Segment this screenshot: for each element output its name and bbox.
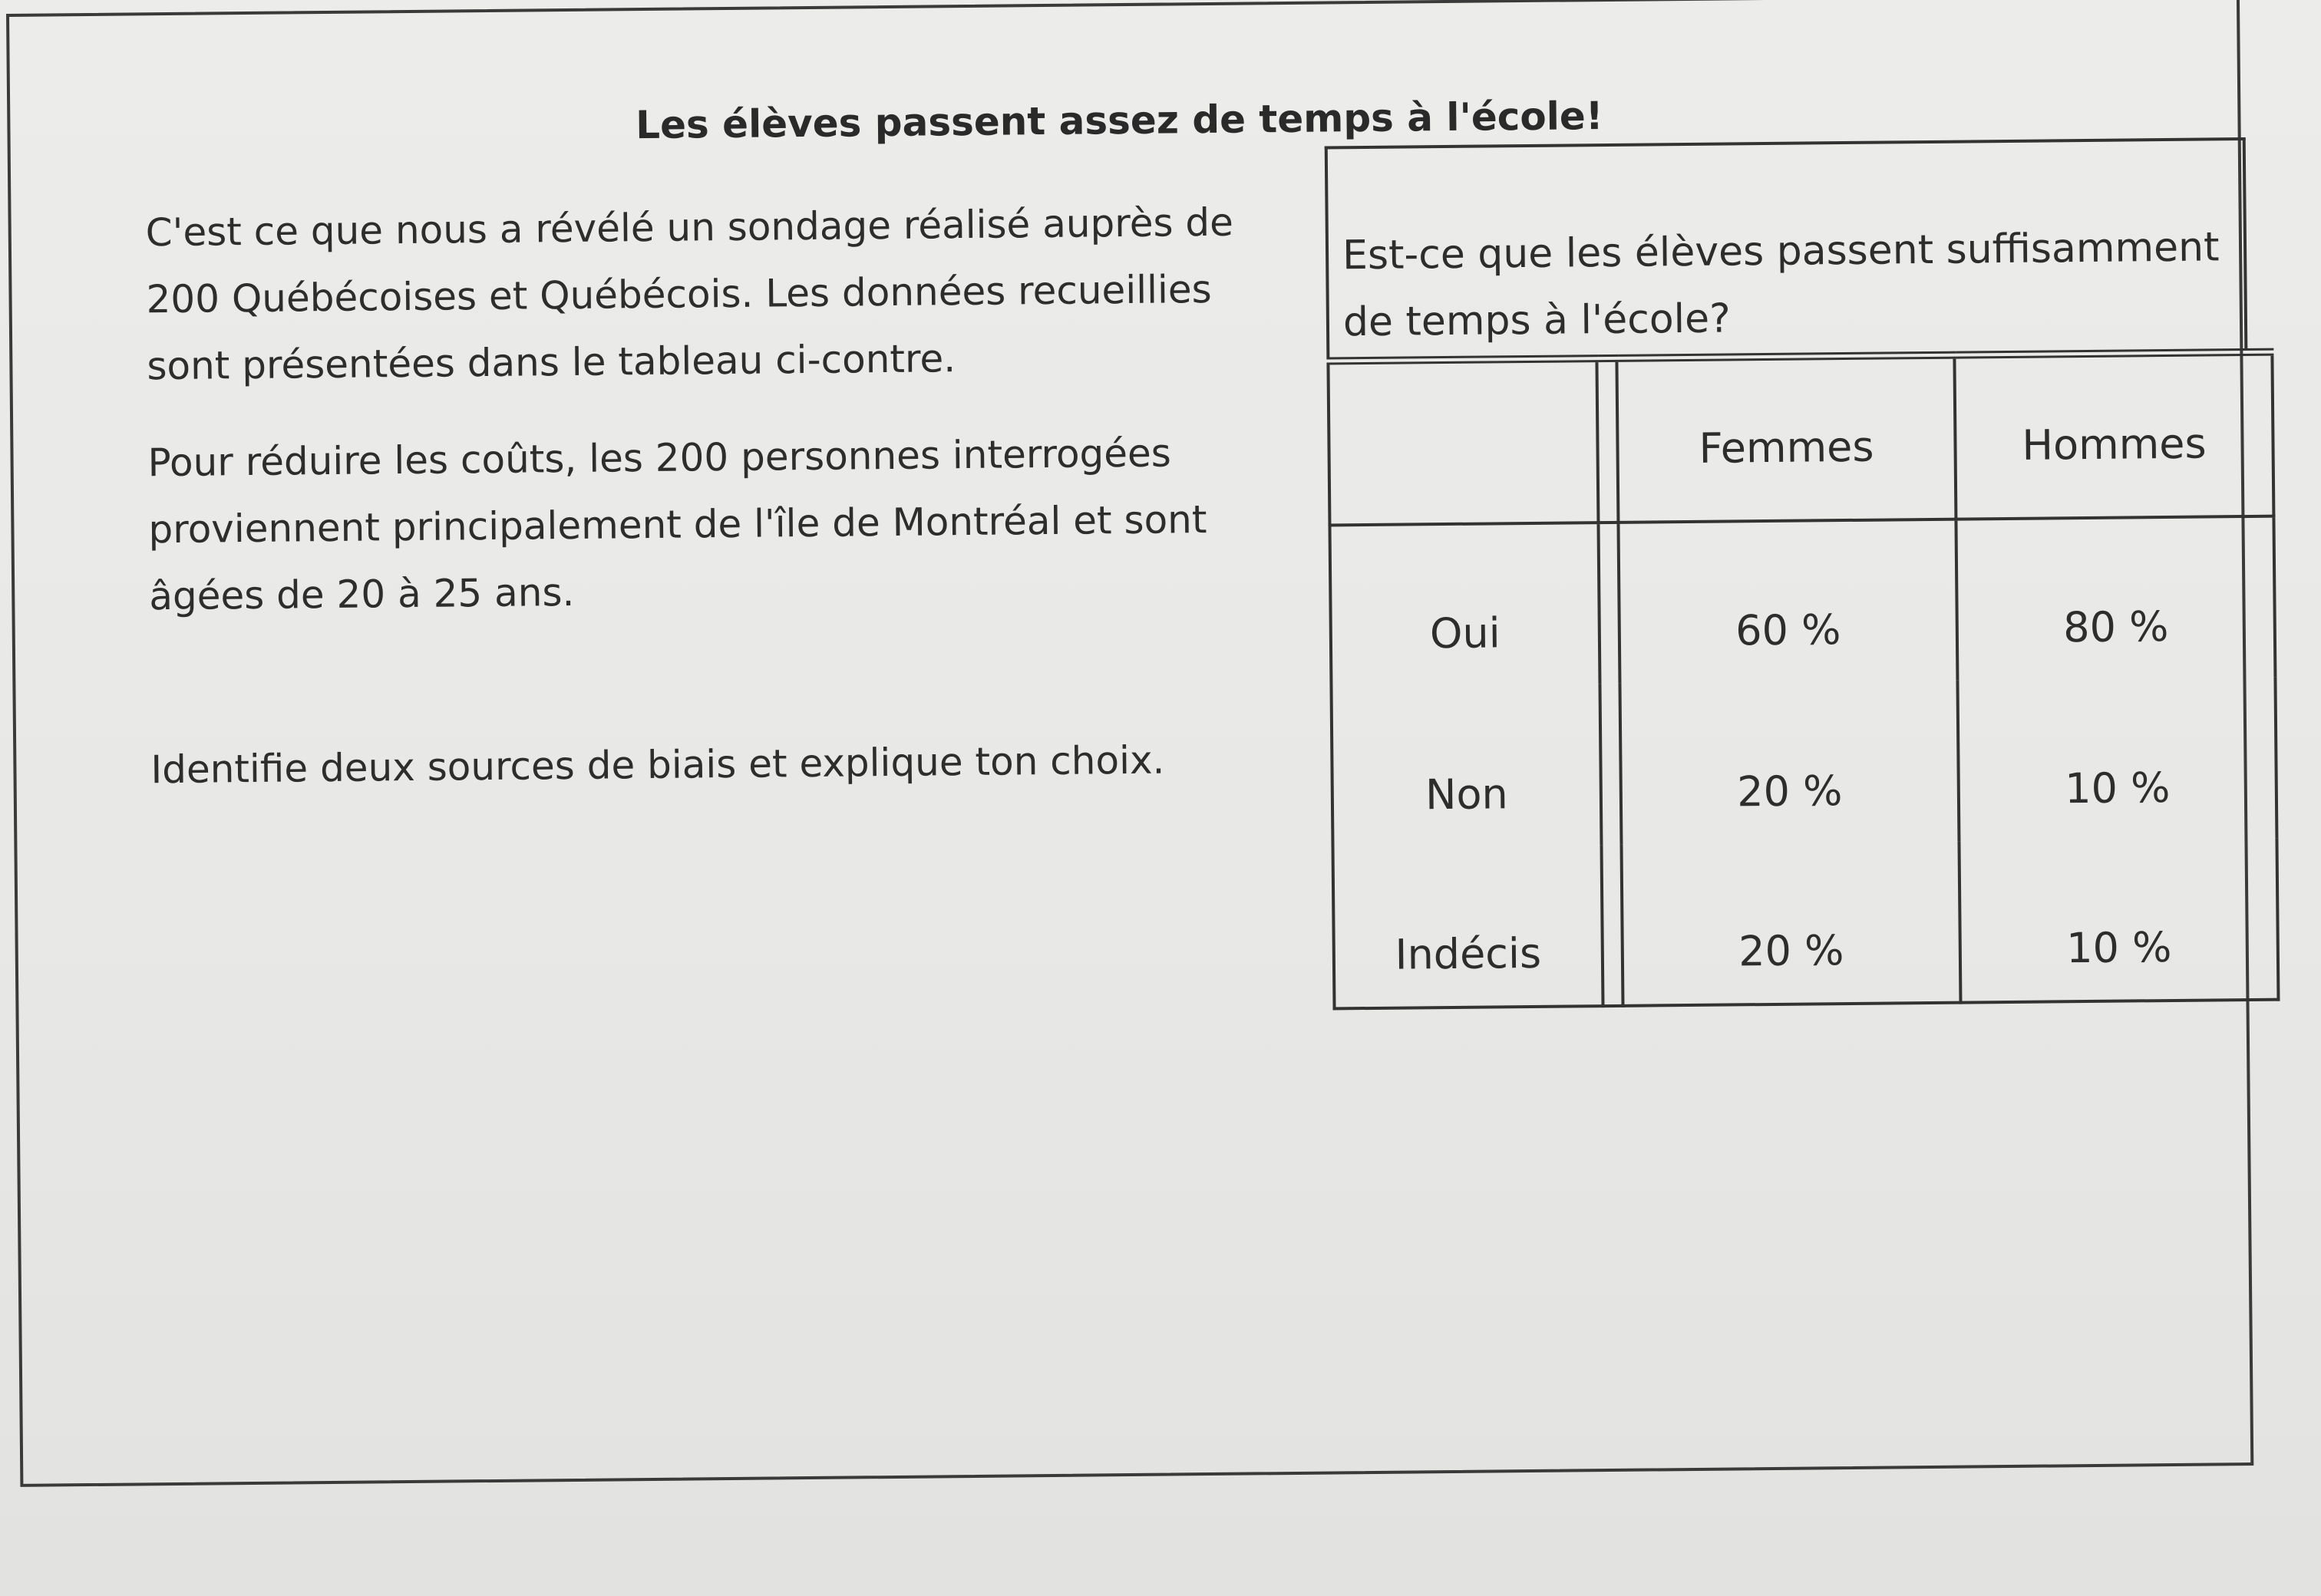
header-empty-cell (1328, 358, 1598, 525)
table-header-row (1328, 352, 2273, 526)
cell-hommes: 80 % (1956, 516, 2275, 681)
table-row (1329, 516, 2275, 687)
table-row (1333, 839, 2279, 1009)
cell-hommes: 10 % (1957, 678, 2276, 842)
cell-femmes: 20 % (1619, 681, 1959, 845)
header-femmes: Femmes (1616, 355, 1956, 523)
cell-femmes: 60 % (1618, 519, 1957, 684)
column-separator (1598, 523, 1619, 684)
row-label: Non (1331, 684, 1601, 847)
row-label: Indécis (1333, 845, 1603, 1008)
cell-hommes: 10 % (1959, 839, 2278, 1003)
document-frame (6, 0, 2253, 1487)
sampling-description: Pour réduire les coûts, les 200 personnes interrogées proviennent principalement de l'île de Montréal et sont âgées de 20 à 25 ans. (147, 430, 1207, 619)
page-title: Les élèves passent assez de temps à l'école! (635, 94, 1603, 148)
row-label: Oui (1329, 523, 1600, 686)
column-separator (1601, 845, 1623, 1006)
header-hommes: Hommes (1954, 352, 2273, 519)
column-separator (1596, 358, 1618, 523)
survey-description: C'est ce que nous a révélé un sondage réalisé auprès de 200 Québécoises et Québécois. Les données recueillies sont présentées dans le tableau ci-contre. (145, 200, 1234, 389)
exercise-instruction: Identifie deux sources de biais et explique ton choix. (150, 737, 1165, 793)
column-separator (1600, 684, 1621, 845)
table-question: Est-ce que les élèves passent suffisamment de temps à l'école? (1325, 137, 2248, 358)
table-row (1331, 678, 2276, 848)
cell-femmes: 20 % (1621, 842, 1960, 1006)
survey-results-table (1326, 348, 2280, 1011)
